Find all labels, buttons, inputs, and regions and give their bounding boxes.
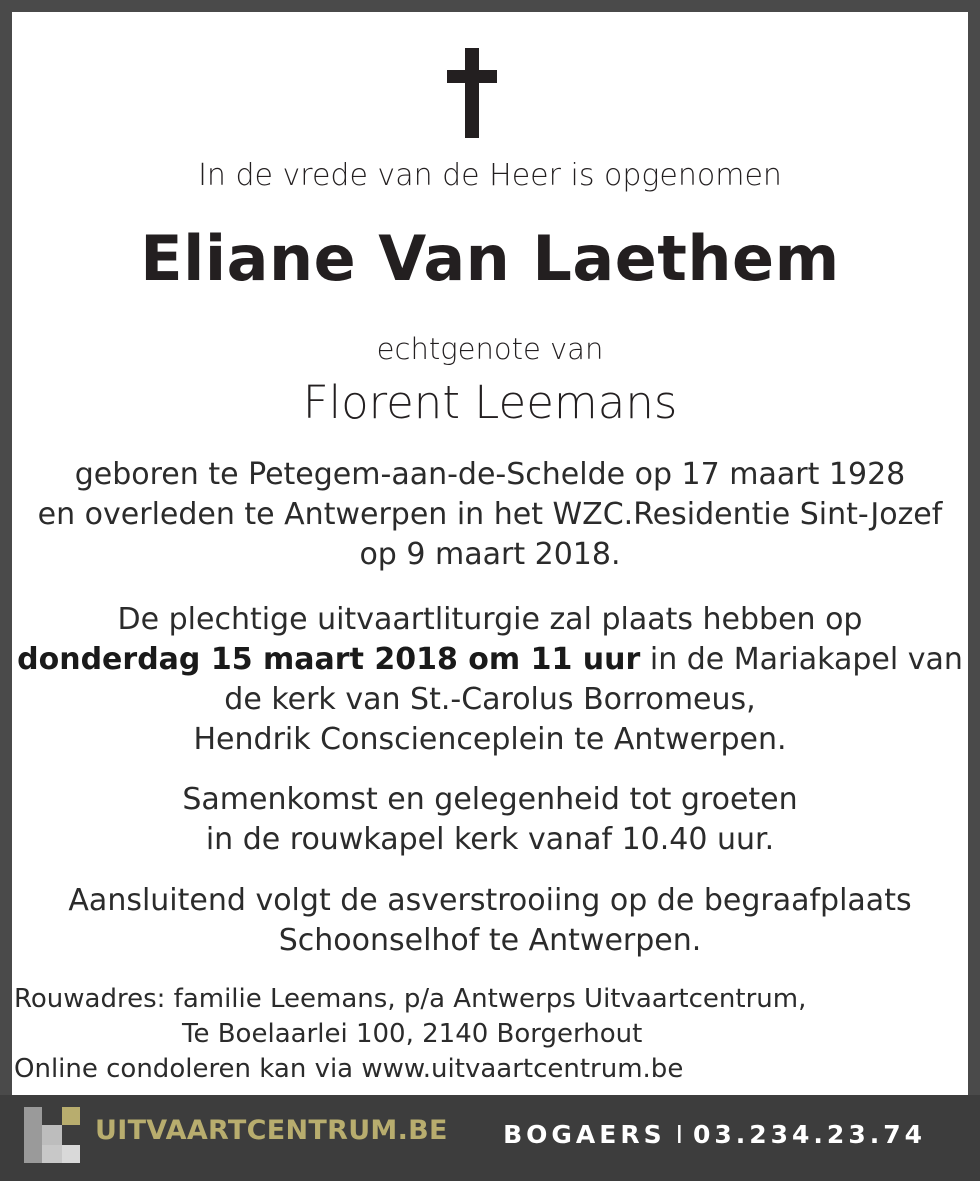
ash-line-2: Schoonselhof te Antwerpen.: [278, 923, 702, 958]
death-date-line: op 9 maart 2018.: [359, 537, 621, 572]
funeral-location-start: in de Mariakapel van: [640, 642, 963, 677]
ash-line-1: Aansluitend volgt de asverstrooiing op de begraafplaats: [68, 883, 912, 918]
death-line: en overleden te Antwerpen in het WZC.Residentie Sint-Jozef: [37, 497, 943, 532]
funeral-paragraph: [12, 600, 968, 760]
birth-line: geboren te Petegem-aan-de-Schelde op 17 maart 1928: [74, 457, 906, 492]
company-name: BOGAERS: [503, 1120, 666, 1149]
online-condolence-line: Online condoleren kan via www.uitvaartcentrum.be: [14, 1054, 684, 1084]
funeral-line-1: De plechtige uitvaartliturgie zal plaats hebben op: [117, 602, 863, 637]
funeral-line-4: Hendrik Conscienceplein te Antwerpen.: [193, 722, 787, 757]
uitvaartcentrum-logo-icon: [24, 1107, 80, 1163]
company-contact: [503, 1120, 926, 1149]
intro-text: In de vrede van de Heer is opgenomen: [198, 158, 782, 193]
deceased-name: Eliane Van Laethem: [140, 222, 840, 295]
funeral-line-2: [12, 640, 968, 680]
spouse-name: Florent Leemans: [302, 376, 678, 429]
separator: I: [675, 1120, 683, 1149]
brand-name: UITVAARTCENTRUM.BE: [95, 1115, 448, 1146]
obituary-card: [12, 12, 968, 1095]
spouse-label: echtgenote van: [376, 332, 604, 366]
mourning-address-line: Rouwadres: familie Leemans, p/a Antwerps Uitvaartcentrum,: [14, 984, 807, 1014]
funeral-home-banner: [0, 1095, 980, 1181]
funeral-line-3: de kerk van St.-Carolus Borromeus,: [224, 682, 756, 717]
birth-death-paragraph: [12, 455, 968, 575]
contact-footer: [14, 982, 954, 1087]
funeral-date: donderdag 15 maart 2018 om 11 uur: [17, 642, 641, 677]
cross-icon: [447, 48, 497, 138]
meeting-line-1: Samenkomst en gelegenheid tot groeten: [182, 782, 798, 817]
phone-number: 03.234.23.74: [692, 1120, 926, 1149]
street-address-line: Te Boelaarlei 100, 2140 Borgerhout: [182, 1019, 643, 1049]
meeting-paragraph: [12, 780, 968, 860]
ash-scattering-paragraph: [12, 881, 968, 961]
meeting-line-2: in de rouwkapel kerk vanaf 10.40 uur.: [205, 822, 775, 857]
